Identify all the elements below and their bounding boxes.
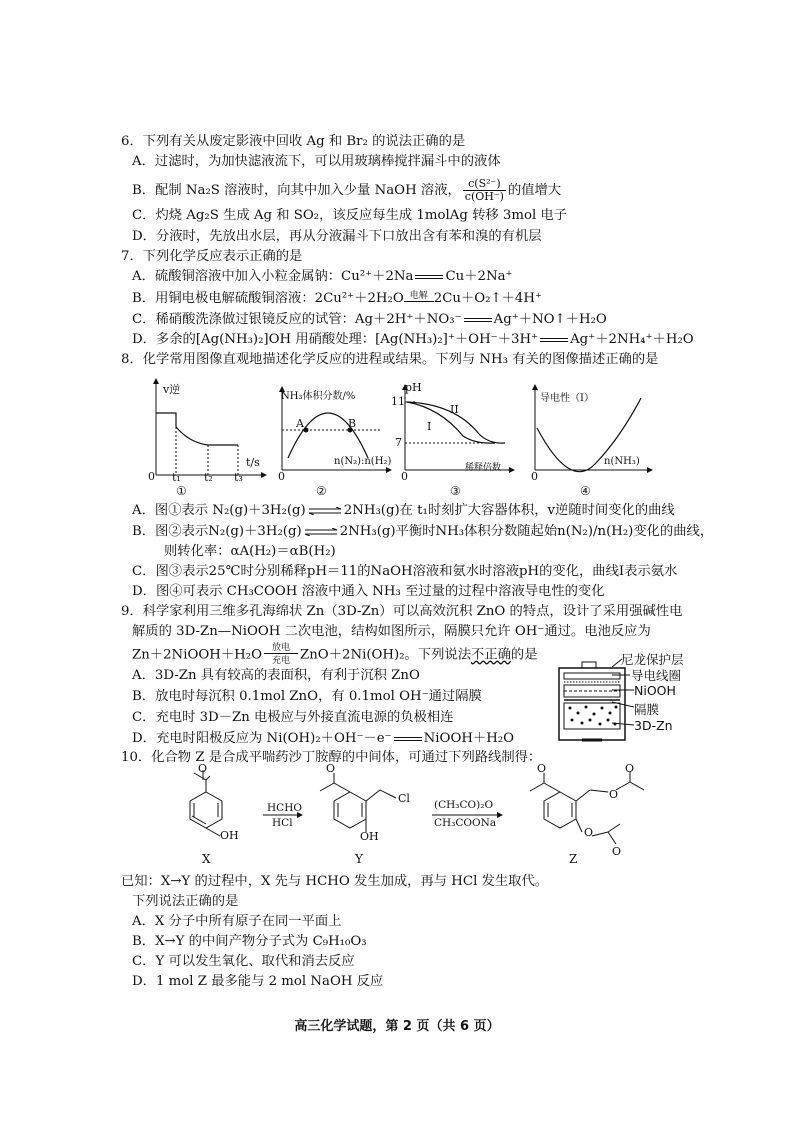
- q10-stem-2: 下列说法正确的是: [132, 894, 239, 909]
- y-cl: Cl: [398, 792, 410, 805]
- graph-3-y11: 11: [391, 395, 405, 408]
- q6-fraction-den: c(OH⁻): [464, 190, 504, 203]
- q9-stem-3-mid: ZnO＋2Ni(OH)₂。下列说法: [299, 647, 472, 663]
- graph-3-curve-ii-label: II: [450, 403, 459, 416]
- page-footer: 高三化学试题，第 2 页（共 6 页）: [294, 1019, 500, 1034]
- q7-stem: 7．下列化学反应表示正确的是: [121, 249, 303, 264]
- q6-stem: 6．下列有关从废定影液中回收 Ag 和 Br₂ 的说法正确的是: [121, 134, 466, 149]
- q7-a-post: Cu＋2Na⁺: [445, 269, 513, 284]
- label-separator: 隔膜: [634, 702, 660, 717]
- q7-d-pre: D．多余的[Ag(NH₃)₂]OH 用硝酸处理：[Ag(NH₃)₂]⁺＋OH⁻＋3H⁺: [132, 332, 539, 347]
- q6-option-b: [132, 178, 561, 203]
- x-carbonyl-o: O: [198, 762, 208, 775]
- label-3d-zn: 3D-Zn: [634, 718, 673, 733]
- z-carbonyl-o: O: [537, 762, 547, 775]
- graph-2-point-a: [304, 428, 309, 433]
- graph-2-origin: 0: [278, 470, 285, 483]
- graph-1-xlabel: t/s: [246, 456, 260, 469]
- q8-option-b: [132, 523, 713, 541]
- label-x: X: [202, 852, 211, 866]
- molecule-x: [190, 770, 222, 836]
- battery-terminal: [582, 662, 596, 668]
- q6-fraction-num: c(S²⁻): [463, 178, 506, 191]
- condition-bar-icon: [404, 301, 434, 305]
- graph-3-curve-i-label: I: [427, 420, 432, 433]
- graph-3-tag: ③: [450, 484, 461, 498]
- q10-option-b: B．X→Y 的中间产物分子式为 C₉H₁₀O₃: [132, 934, 367, 949]
- graph-1-origin: 0: [148, 470, 155, 483]
- q7-a-pre: A．硫酸铜溶液中加入小粒金属钠：Cu²⁺＋2Na: [132, 269, 414, 284]
- y-oh: OH: [360, 830, 379, 843]
- q8-option-c: C．图③表示25℃时分别稀释pH＝11的NaOH溶液和氨水时溶液pH的变化，曲线Ⅰ表示氨水: [132, 564, 678, 579]
- reversible-arrow-icon: [304, 528, 338, 536]
- q9-stem-3: [132, 644, 538, 666]
- q7-option-b: [132, 290, 542, 308]
- equals-sign-icon: [394, 737, 422, 741]
- label-leader-lines: [612, 655, 636, 735]
- q8-option-a: [132, 502, 675, 520]
- graph-3-ylabel: pH: [405, 381, 422, 394]
- q9-stem-1: 9．科学家利用三维多孔海绵状 Zn（3D-Zn）可以高效沉积 ZnO 的特点，设计了采用强碱性电: [121, 604, 683, 619]
- graph-3-xlabel: 稀释倍数: [465, 463, 502, 473]
- graph-2-tag: ②: [316, 484, 327, 498]
- q10-option-a: A．X 分子中所有原子在同一平面上: [132, 914, 342, 929]
- q9-d-post: NiOOH＋H₂O: [423, 731, 515, 746]
- z-ester-carbonyl-o-2: O: [612, 845, 622, 858]
- label-nylon-layer: 尼龙保护层: [621, 652, 684, 667]
- x-oh: OH: [220, 829, 239, 842]
- q10-option-c: C．Y 可以发生氧化、取代和消去反应: [132, 954, 355, 969]
- label-z: Z: [569, 852, 578, 866]
- q7-b-post: 2Cu＋O₂↑＋4H⁺: [433, 291, 543, 306]
- equals-sign-icon: [464, 318, 492, 322]
- q9-stem-2: 解质的 3D-Zn—NiOOH 二次电池，结构如图所示，隔膜只允许 OH⁻通过。电池反应为: [132, 624, 651, 639]
- graph-1-t1: t₁: [172, 471, 181, 484]
- graph-1-t2: t₂: [204, 471, 213, 484]
- q8-stem: 8．化学常用图像直观地描述化学反应的进程或结果。下列与 NH₃ 有关的图像描述正确的是: [121, 352, 659, 367]
- q9-cond-top: 放电: [271, 643, 290, 653]
- q9-option-c: C．充电时 3D－Zn 电极应与外接直流电源的负极相连: [132, 710, 454, 725]
- graph-4-origin: 0: [531, 470, 538, 483]
- z-ester-o-2: O: [584, 826, 594, 839]
- label-conductive-coil: 导电线圈: [631, 668, 682, 683]
- q7-d-post: Ag⁺＋2NH₄⁺＋H₂O: [570, 332, 694, 347]
- q9-stem-3-post: 的是: [510, 647, 538, 663]
- q10-known: 已知：X→Y 的过程中，X 先与 HCHO 发生加成，再与 HCl 发生取代。: [121, 874, 549, 889]
- graph-3-y7: 7: [395, 436, 402, 449]
- q10-stem: 10．化合物 Z 是合成平喘药沙丁胺醇的中间体，可通过下列路线制得：: [121, 750, 542, 765]
- z-ester-carbonyl-o-1: O: [625, 762, 635, 775]
- label-niooh: NiOOH: [634, 683, 676, 698]
- q9-option-b: B．放电时每沉积 0.1mol ZnO，有 0.1mol OH⁻通过隔膜: [132, 689, 482, 704]
- electrolysis-condition: [404, 292, 434, 305]
- graph-1-curve-a: [156, 413, 176, 427]
- graph-2-point-a-label: A: [296, 417, 304, 430]
- q7-option-c: [132, 311, 607, 329]
- q7-c-post: Ag⁺＋NO↑＋H₂O: [493, 312, 607, 327]
- q6-option-d: D．分液时，先放出水层，再从分液漏斗下口放出含有苯和溴的有机层: [132, 229, 542, 244]
- q8-a-pre: A．图①表示 N₂(g)＋3H₂(g): [132, 503, 306, 518]
- arrow-1-bottom: HCl: [272, 817, 293, 829]
- q8-option-b-line2: 则转化率：αA(H₂)＝αB(H₂): [164, 544, 336, 559]
- q8-b-pre: B．图②表示N₂(g)＋3H₂(g): [132, 524, 302, 539]
- graph-2-xlabel: n(N₂):n(H₂): [334, 456, 392, 467]
- arrow-2-top: (CH₃CO)₂O: [434, 799, 494, 811]
- graph-3-origin: 0: [401, 470, 408, 483]
- graph-1-ylabel: v逆: [163, 383, 181, 396]
- graph-1-tag: ①: [176, 484, 187, 498]
- y-carbonyl-o: O: [326, 762, 336, 775]
- graph-2-ylabel: NH₃体积分数/%: [281, 391, 356, 402]
- reversible-arrow-icon: [308, 507, 342, 515]
- q8-a-post: 2NH₃(g)在 t₁时刻扩大容器体积，v逆随时间变化的曲线: [343, 503, 675, 518]
- label-y: Y: [355, 852, 363, 866]
- graph-4-xlabel: n(NH₃): [604, 456, 640, 467]
- q7-b-cond: 电解: [409, 291, 428, 301]
- q9-d-pre: D．充电时阳极反应为 Ni(OH)₂＋OH⁻－e⁻: [132, 731, 392, 746]
- q9-option-a: A．3D-Zn 具有较高的表面积，有利于沉积 ZnO: [132, 668, 420, 683]
- reaction-scheme: [160, 770, 660, 870]
- graph-2-point-b-label: B: [348, 417, 357, 430]
- graph-1-t3: t₃: [234, 471, 243, 484]
- q9-emphasis: 不正确: [471, 647, 511, 663]
- equals-sign-icon: [415, 275, 443, 279]
- q9-cond-bot: 充电: [271, 656, 290, 666]
- q10-option-d: D．1 mol Z 最多能与 2 mol NaOH 反应: [132, 974, 384, 989]
- q7-option-a: [132, 268, 513, 286]
- arrow-2-bottom: CH₃COONa: [434, 817, 497, 829]
- equals-sign-icon: [540, 338, 568, 342]
- q6-option-b-post: 的值增大: [507, 183, 562, 198]
- molecule-y: [320, 773, 396, 832]
- q7-b-pre: B．用铜电极电解硫酸铜溶液：2Cu²⁺＋2H₂O: [132, 291, 404, 306]
- graph-4-tag: ④: [580, 484, 591, 498]
- graph-4-ylabel: 导电性（I）: [540, 393, 594, 404]
- graph-1-curve-b: [176, 427, 238, 445]
- q9-stem-3-pre: Zn＋2NiOOH＋H₂O: [132, 647, 262, 663]
- q6-fraction: [463, 178, 506, 203]
- q6-option-a: A．过滤时，为加快滤液流下，可以用玻璃棒搅拌漏斗中的液体: [132, 154, 501, 169]
- q7-option-d: [132, 331, 694, 349]
- q8-option-d: D．图④可表示 CH₃COOH 溶液中通入 NH₃ 至过量的过程中溶液导电性的变化: [132, 584, 605, 599]
- q6-option-c: C．灼烧 Ag₂S 生成 Ag 和 SO₂，该反应每生成 1molAg 转移 3mol 电子: [132, 208, 568, 223]
- arrow-1-top: HCHO: [267, 802, 302, 814]
- q7-c-pre: C．稀硝酸洗涤做过银镜反应的试管：Ag＋2H⁺＋NO₃⁻: [132, 312, 462, 327]
- q6-option-b-pre: B．配制 Na₂S 溶液时，向其中加入少量 NaOH 溶液，: [132, 183, 461, 198]
- q8-b-post: 2NH₃(g)平衡时NH₃体积分数随起始n(N₂)/n(H₂)变化的曲线，: [339, 524, 714, 539]
- q9-option-d: [132, 730, 514, 748]
- charge-discharge-condition: [264, 644, 298, 666]
- z-ester-o-1: O: [609, 788, 619, 801]
